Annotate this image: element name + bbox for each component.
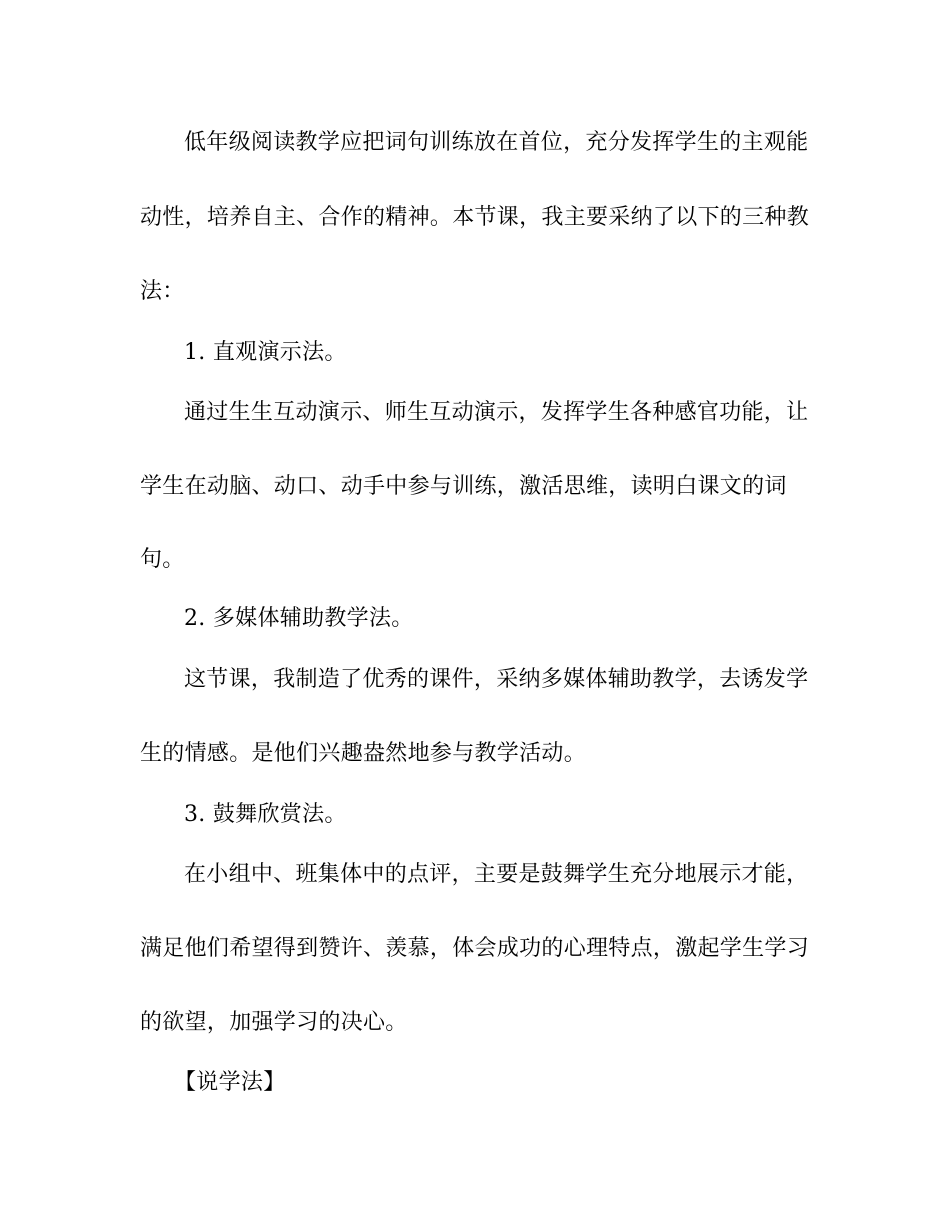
paragraph-2-line-3: 句。 (140, 547, 185, 572)
paragraph-1-line-3: 法： (140, 279, 185, 304)
method-1-heading: 1. 直观演示法。 (184, 340, 347, 365)
section-heading-learning-methods: 【说学法】 (174, 1070, 286, 1095)
paragraph-3-line-1: 这节课，我制造了优秀的课件，采纳多媒体辅助教学，去诱发学 (184, 667, 809, 692)
paragraph-4-line-2: 满足他们希望得到赞许、羡慕，体会成功的心理特点，激起学生学习 (140, 936, 810, 961)
paragraph-2-line-1: 通过生生互动演示、师生互动演示，发挥学生各种感官功能，让 (184, 400, 809, 425)
paragraph-4-line-3: 的欲望，加强学习的决心。 (140, 1010, 408, 1035)
method-2-heading: 2. 多媒体辅助教学法。 (184, 606, 414, 631)
method-3-heading: 3. 鼓舞欣赏法。 (184, 802, 347, 827)
paragraph-1-line-1: 低年级阅读教学应把词句训练放在首位，充分发挥学生的主观能 (184, 130, 809, 155)
paragraph-4-line-1: 在小组中、班集体中的点评，主要是鼓舞学生充分地展示才能， (184, 862, 809, 887)
paragraph-2-line-2: 学生在动脑、动口、动手中参与训练，激活思维，读明白课文的词 (140, 474, 787, 499)
paragraph-1-line-2: 动性，培养自主、合作的精神。本节课，我主要采纳了以下的三种教 (140, 205, 810, 230)
paragraph-3-line-2: 生的情感。是他们兴趣盎然地参与教学活动。 (140, 741, 587, 766)
